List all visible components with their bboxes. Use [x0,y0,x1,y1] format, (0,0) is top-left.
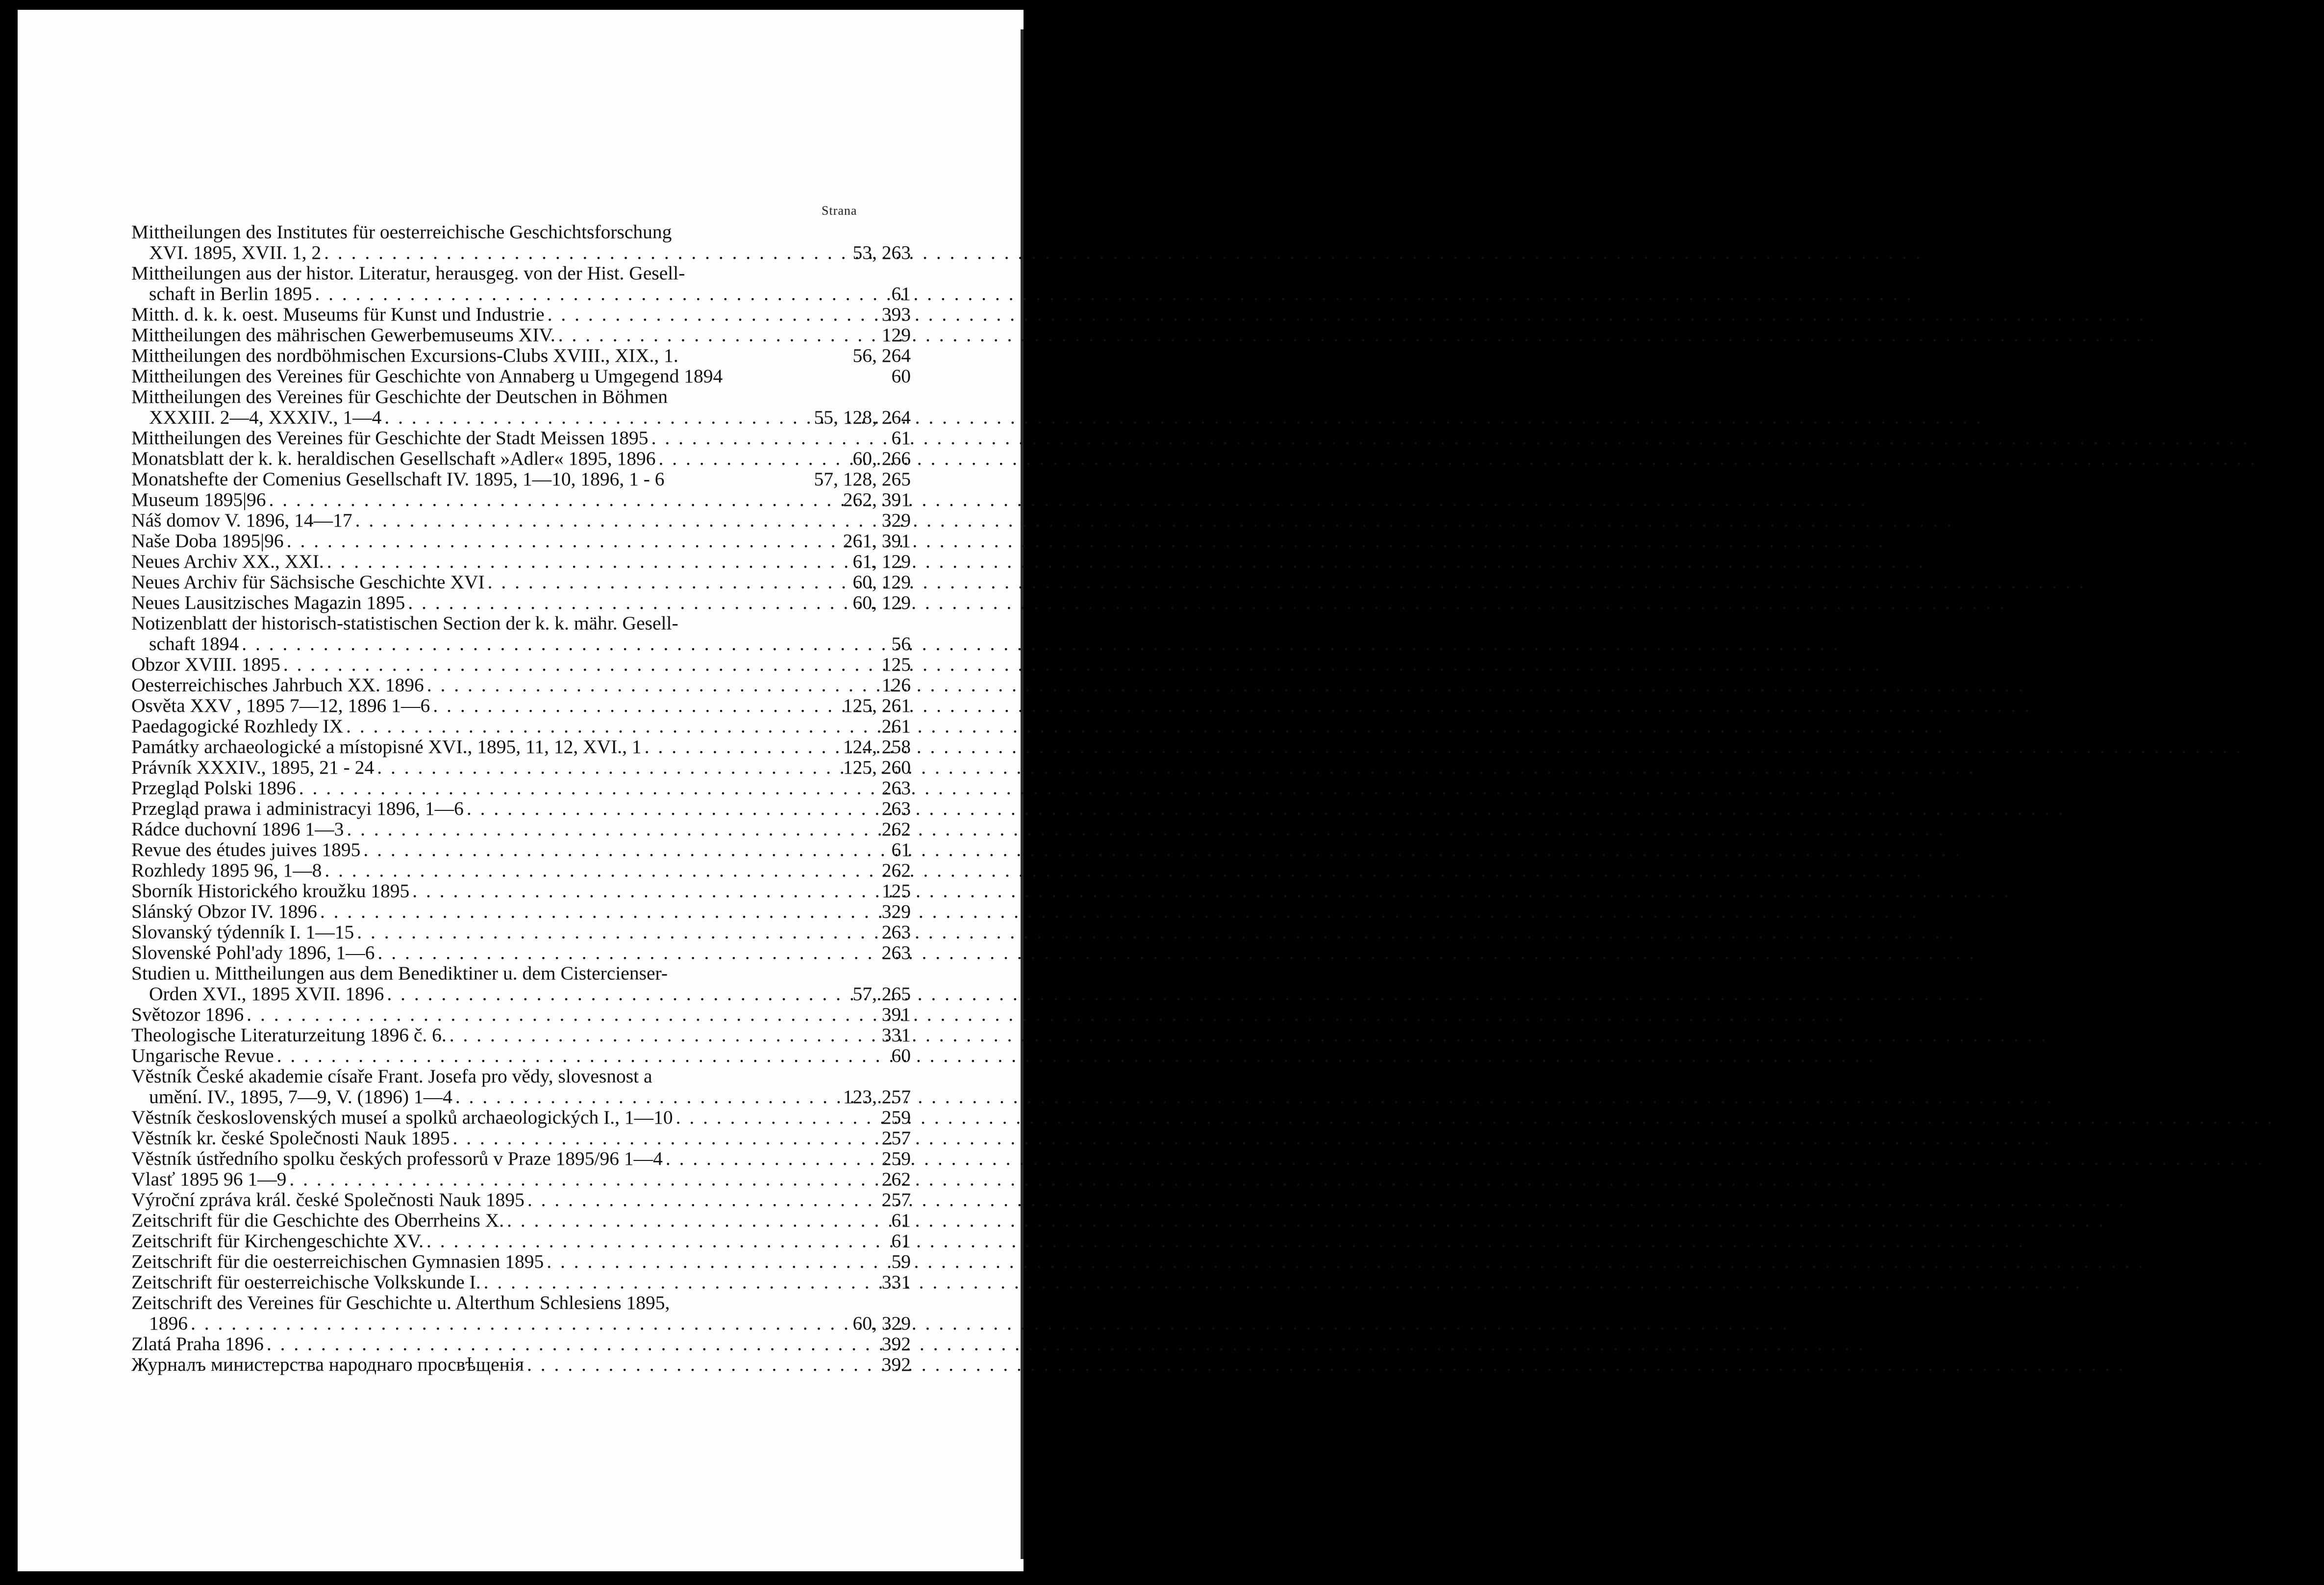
dot-leader [504,1210,891,1231]
entry-pages: 392 [881,1354,911,1375]
entry-pages: 61 [891,839,911,860]
entry-title: Orden XVI., 1895 XVII. 1896 [149,983,384,1005]
entry-pages: 60, 266 [852,448,911,469]
dot-leader [274,1045,892,1066]
index-entry [131,283,911,304]
index-entry [131,1313,911,1333]
index-entry [131,1148,911,1169]
entry-pages: 263 [881,777,911,799]
index-entry [131,778,911,798]
book-page [18,10,1024,1571]
dot-leader [656,448,853,469]
entry-pages: 262 [881,859,911,881]
dot-leader [317,901,882,922]
entry-title: Zlatá Praha 1896 [131,1333,264,1355]
entry-title: Rádce duchovní 1896 1—3 [131,818,344,840]
dot-leader [312,283,891,304]
dot-leader [264,1333,882,1354]
dot-leader [374,757,843,778]
entry-title: Przegląd Polski 1896 [131,777,296,799]
entry-title: Naše Doba 1895|96 [131,530,284,552]
dot-leader [447,1025,882,1045]
index-entry [131,1066,911,1086]
entry-pages: 56, 264 [852,345,911,366]
entry-pages: 60 [891,365,911,387]
entry-title: Památky archaeologické a místopisné XVI., 1895, 11, 12, XVI., 1 [131,736,642,757]
entry-title: Výroční zpráva král. české Společnosti Nauk 1895 [131,1189,525,1210]
index-entry [131,675,911,695]
index-entry [131,860,911,881]
index-entry [131,428,911,448]
entry-title: Mittheilungen des Vereines für Geschichte der Stadt Meissen 1895 [131,427,649,449]
entry-title: Studien u. Mittheilungen aus dem Benediktiner u. dem Cistercienser- [131,962,668,984]
entry-pages: 56 [891,633,911,654]
entry-pages: 263 [881,921,911,943]
dot-leader [280,654,882,675]
index-entry [131,304,911,325]
entry-pages: 55, 128, 264 [814,406,911,428]
index-entry [131,345,911,366]
entry-title: Vlasť 1895 96 1—9 [131,1168,287,1190]
entry-title: Oesterreichisches Jahrbuch XX. 1896 [131,674,424,696]
dot-leader [424,1231,892,1251]
entry-title: XVI. 1895, XVII. 1, 2 [149,242,322,263]
dot-leader [286,1169,881,1189]
entry-title: Osvěta XXV , 1895 7—12, 1896 1—6 [131,695,430,716]
entry-pages: 262 [881,1168,911,1190]
dot-leader [430,695,843,716]
entry-title: Журналъ министерства народнаго просвѣщенія [131,1354,524,1375]
entry-title: Náš domov V. 1896, 14—17 [131,509,352,531]
dot-leader [284,530,843,551]
dot-leader [555,325,882,345]
dot-leader [266,489,843,510]
entry-pages: 393 [881,303,911,325]
entry-pages: 329 [881,901,911,922]
index-entry [131,551,911,572]
entry-title: Notizenblatt der historisch-statistischen Section der k. k. mähr. Gesell- [131,612,678,634]
entry-pages: 60, 129 [852,592,911,613]
index-entry [131,222,911,242]
dot-leader [384,983,852,1004]
entry-pages: 60 [891,1045,911,1066]
entry-title: Zeitschrift für die Geschichte des Oberrheins X. [131,1209,504,1231]
dot-leader [649,428,892,448]
entry-title: Sborník Historického kroužku 1895 [131,880,410,902]
index-entry [131,407,911,428]
dot-leader [544,1251,891,1272]
entry-title: Zeitschrift des Vereines für Geschichte u. Alterthum Schlesiens 1895, [131,1292,670,1313]
entry-pages: 129 [881,324,911,346]
entry-pages: 262 [881,818,911,840]
dot-leader [452,1086,843,1107]
index-entry [131,386,911,407]
index-entry [131,716,911,736]
dot-leader [360,839,891,860]
index-entry [131,695,911,716]
entry-title: Věstník České akademie císaře Frant. Josefa pro vědy, slovesnost a [131,1065,652,1087]
index-entry [131,592,911,613]
entry-title: Slánský Obzor IV. 1896 [131,901,317,922]
entry-pages: 257 [881,1127,911,1149]
entry-pages: 61 [891,427,911,449]
entry-pages: 61 [891,1209,911,1231]
index-entry [131,1169,911,1189]
index-entry [131,366,911,386]
entry-pages: 61 [891,1230,911,1252]
entry-title: Věstník kr. české Společnosti Nauk 1895 [131,1127,450,1149]
entry-pages: 57, 265 [852,983,911,1005]
index-entry [131,633,911,654]
index-entry [131,736,911,757]
index-entry [131,325,911,345]
index-entry [131,510,911,530]
entry-title: Právník XXXIV., 1895, 21 - 24 [131,756,375,778]
entry-title: Revue des études juives 1895 [131,839,361,860]
page-column-header: Strana [822,203,857,218]
index-entry [131,798,911,819]
entry-title: Mittheilungen des nordböhmischen Excursions-Clubs XVIII., XIX., 1. [131,345,678,366]
entry-pages: 261, 391 [843,530,911,552]
entry-title: 1896 [149,1312,188,1334]
index-entry [131,1086,911,1107]
index-entry [131,757,911,778]
entry-pages: 59 [891,1251,911,1272]
index-entry [131,1251,911,1272]
index-entry [131,963,911,983]
entry-pages: 331 [881,1271,911,1293]
dot-leader [343,716,882,736]
dot-leader [381,407,814,428]
index-entry [131,1128,911,1148]
entry-title: Slovanský týdenník I. 1—15 [131,921,354,943]
entry-pages: 257 [881,1189,911,1210]
dot-leader [673,1107,882,1128]
index-entry [131,613,911,633]
entry-title: Mittheilungen des mährischen Gewerbemuseums XIV. [131,324,555,346]
index-entry [131,263,911,283]
index-entry [131,489,911,510]
entry-title: Monatsblatt der k. k. heraldischen Gesellschaft »Adler« 1895, 1896 [131,448,656,469]
index-entry [131,1272,911,1292]
entry-title: umění. IV., 1895, 7—9, V. (1896) 1—4 [149,1086,452,1107]
entry-title: Slovenské Pohl'ady 1896, 1—6 [131,942,375,963]
dot-leader [375,942,881,963]
dot-leader [239,633,891,654]
entry-pages: 53, 263 [852,242,911,263]
dot-leader [244,1004,881,1025]
entry-title: Ungarische Revue [131,1045,274,1066]
entry-pages: 125 [881,654,911,675]
entry-title: Věstník československých museí a spolků archaeologických I., 1—10 [131,1107,673,1128]
index-entry [131,901,911,922]
entry-pages: 262, 391 [843,489,911,510]
entry-pages: 329 [881,509,911,531]
index-entry [131,1107,911,1128]
entry-title: Obzor XVIII. 1895 [131,654,280,675]
dot-leader [344,819,881,839]
entry-pages: 261 [881,715,911,737]
dot-leader [481,1272,882,1292]
entry-title: Neues Lausitzisches Magazin 1895 [131,592,405,613]
entry-title: Neues Archiv für Sächsische Geschichte XVI [131,571,485,593]
index-entry [131,1354,911,1375]
dot-leader [424,675,882,695]
entry-pages: 60, 129 [852,571,911,593]
entry-pages: 57, 128, 265 [814,468,911,490]
entry-pages: 125, 260 [843,756,911,778]
entry-pages: 61, 129 [852,551,911,572]
index-entry [131,881,911,901]
dot-leader [405,592,852,613]
dot-leader [663,1148,882,1169]
dot-leader [485,572,853,592]
entry-pages: 125, 261 [843,695,911,716]
index-list [131,222,911,1375]
index-entry [131,942,911,963]
entry-pages: 331 [881,1024,911,1046]
index-entry [131,839,911,860]
index-entry [131,469,911,489]
entry-pages: 60, 329 [852,1312,911,1334]
index-entry [131,654,911,675]
dot-leader [188,1313,853,1333]
entry-title: Mitth. d. k. k. oest. Museums für Kunst und Industrie [131,303,545,325]
dot-leader [464,798,882,819]
entry-pages: 123, 257 [843,1086,911,1107]
dot-leader [352,510,882,530]
entry-pages: 263 [881,798,911,819]
entry-title: Mittheilungen des Vereines für Geschichte von Annaberg u Umgegend 1894 [131,365,723,387]
index-entry [131,1025,911,1045]
entry-pages: 263 [881,942,911,963]
entry-title: schaft 1894 [149,633,239,654]
dot-leader [409,881,882,901]
entry-title: Zeitschrift für oesterreichische Volkskunde I. [131,1271,481,1293]
entry-title: Theologische Literaturzeitung 1896 č. 6. [131,1024,447,1046]
index-entry [131,1004,911,1025]
entry-title: Neues Archiv XX., XXI. [131,551,324,572]
index-entry [131,448,911,469]
entry-pages: 392 [881,1333,911,1355]
entry-pages: 259 [881,1107,911,1128]
entry-title: Museum 1895|96 [131,489,266,510]
entry-pages: 125 [881,880,911,902]
dot-leader [545,304,882,325]
entry-title: Mittheilungen des Institutes für oesterreichische Geschichtsforschung [131,221,672,243]
index-entry [131,242,911,263]
dot-leader [322,860,881,881]
dot-leader [450,1128,881,1148]
entry-title: Mittheilungen aus der histor. Literatur, herausgeg. von der Hist. Gesell- [131,262,685,284]
dot-leader [642,736,843,757]
entry-title: Mittheilungen des Vereines für Geschichte der Deutschen in Böhmen [131,386,668,407]
dot-leader [324,551,853,572]
index-entry [131,1189,911,1210]
entry-title: Zeitschrift für Kirchengeschichte XV. [131,1230,424,1252]
index-entry [131,819,911,839]
entry-pages: 259 [881,1148,911,1169]
dot-leader [524,1354,882,1375]
dot-leader [321,242,852,263]
dot-leader [354,922,882,942]
index-entry [131,1333,911,1354]
dot-leader [525,1189,882,1210]
entry-title: Rozhledy 1895 96, 1—8 [131,859,322,881]
entry-pages: 124, 258 [843,736,911,757]
entry-pages: 126 [881,674,911,696]
dot-leader [296,778,882,798]
entry-pages: 61 [891,283,911,304]
index-entry [131,922,911,942]
index-entry [131,1231,911,1251]
entry-title: Paedagogické Rozhledy IX [131,715,344,737]
index-entry [131,1045,911,1066]
entry-title: Przegląd prawa i administracyi 1896, 1—6 [131,798,464,819]
entry-title: Monatshefte der Comenius Gesellschaft IV. 1895, 1—10, 1896, 1 - 6 [131,468,665,490]
entry-title: schaft in Berlin 1895 [149,283,312,304]
index-entry [131,1292,911,1313]
entry-pages: 391 [881,1004,911,1025]
entry-title: Věstník ústředního spolku českých professorů v Praze 1895/96 1—4 [131,1148,663,1169]
entry-title: Zeitschrift für die oesterreichischen Gymnasien 1895 [131,1251,544,1272]
index-entry [131,530,911,551]
index-entry [131,983,911,1004]
index-entry [131,572,911,592]
index-entry [131,1210,911,1231]
entry-title: Světozor 1896 [131,1004,244,1025]
entry-title: XXXIII. 2—4, XXXIV., 1—4 [149,406,382,428]
